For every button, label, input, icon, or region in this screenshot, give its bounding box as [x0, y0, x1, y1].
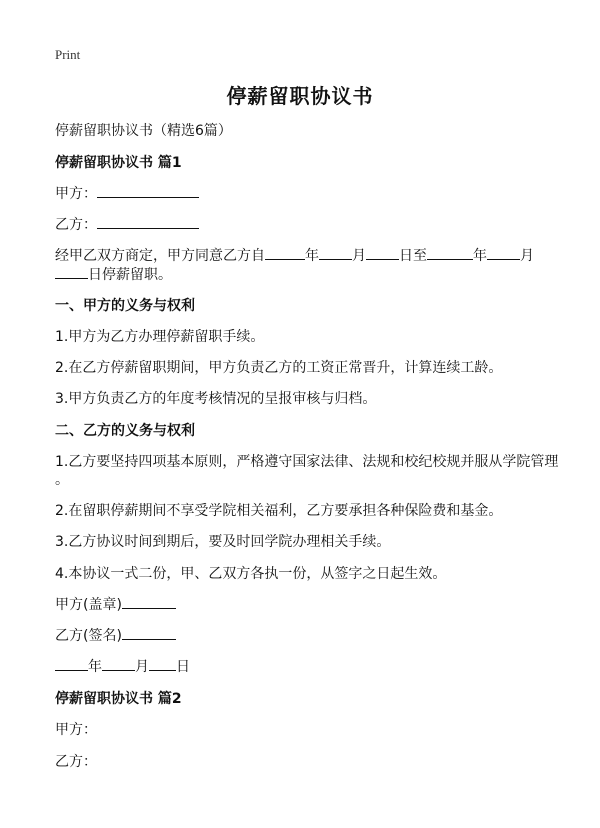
- party-a-line: [55, 183, 199, 203]
- party-b-label: 乙方：: [55, 217, 97, 233]
- signature-date: [55, 656, 190, 676]
- date-day: 日: [176, 659, 190, 675]
- date-month: 月: [135, 659, 149, 675]
- intro-end: 日停薪留职。: [88, 267, 172, 283]
- clause-a-3: 3.甲方负责乙方的年度考核情况的呈报审核与归档。: [55, 391, 377, 407]
- document-subtitle: 停薪留职协议书（精选6篇）: [55, 123, 232, 139]
- clause-b-3: 3.乙方协议时间到期后，要及时回学院办理相关手续。: [55, 534, 391, 550]
- clause-b-1-continuation: 。: [55, 472, 69, 488]
- blank: [487, 245, 520, 260]
- intro-text: 经甲乙双方商定，甲方同意乙方自: [55, 248, 265, 264]
- section-heading-party-b-duties: 二、乙方的义务与权利: [55, 423, 195, 439]
- blank: [265, 245, 305, 260]
- date-year: 年: [88, 659, 102, 675]
- intro-year-2: 年: [473, 248, 487, 264]
- intro-day-to: 日至: [399, 248, 427, 264]
- intro-line-1: [55, 245, 534, 265]
- clause-a-2: 2.在乙方停薪留职期间，甲方负责乙方的工资正常晋升，计算连续工龄。: [55, 360, 503, 376]
- party-a-label: 甲方：: [55, 186, 97, 202]
- signature-party-a: [55, 594, 176, 614]
- print-link[interactable]: Print: [55, 47, 81, 62]
- blank: [102, 656, 135, 671]
- blank: [319, 245, 352, 260]
- blank: [366, 245, 399, 260]
- section-heading-1: 停薪留职协议书 篇1: [55, 155, 182, 171]
- section-heading-2: 停薪留职协议书 篇2: [55, 691, 182, 707]
- party-b-line-2: 乙方：: [55, 754, 97, 770]
- intro-month-2: 月: [520, 248, 534, 264]
- signature-a-blank: [122, 594, 176, 609]
- blank: [55, 264, 88, 279]
- signature-b-label: 乙方(签名): [55, 628, 122, 644]
- intro-year-1: 年: [305, 248, 319, 264]
- blank: [149, 656, 176, 671]
- blank: [427, 245, 473, 260]
- clause-b-1: 1.乙方要坚持四项基本原则，严格遵守国家法律、法规和校纪校规并服从学院管理: [55, 454, 559, 470]
- signature-a-label: 甲方(盖章): [55, 597, 122, 613]
- party-a-blank: [97, 183, 199, 198]
- intro-month-1: 月: [352, 248, 366, 264]
- clause-b-2: 2.在留职停薪期间不享受学院相关福利，乙方要承担各种保险费和基金。: [55, 503, 503, 519]
- clause-a-1: 1.甲方为乙方办理停薪留职手续。: [55, 329, 265, 345]
- party-a-line-2: 甲方：: [55, 722, 97, 738]
- signature-party-b: [55, 625, 176, 645]
- party-b-line: [55, 214, 199, 234]
- clause-b-4: 4.本协议一式二份，甲、乙双方各执一份，从签字之日起生效。: [55, 566, 447, 582]
- page-title: 停薪留职协议书: [226, 84, 374, 108]
- signature-b-blank: [122, 625, 176, 640]
- intro-line-2: [55, 264, 172, 284]
- party-b-blank: [97, 214, 199, 229]
- blank: [55, 656, 88, 671]
- section-heading-party-a-duties: 一、甲方的义务与权利: [55, 298, 195, 314]
